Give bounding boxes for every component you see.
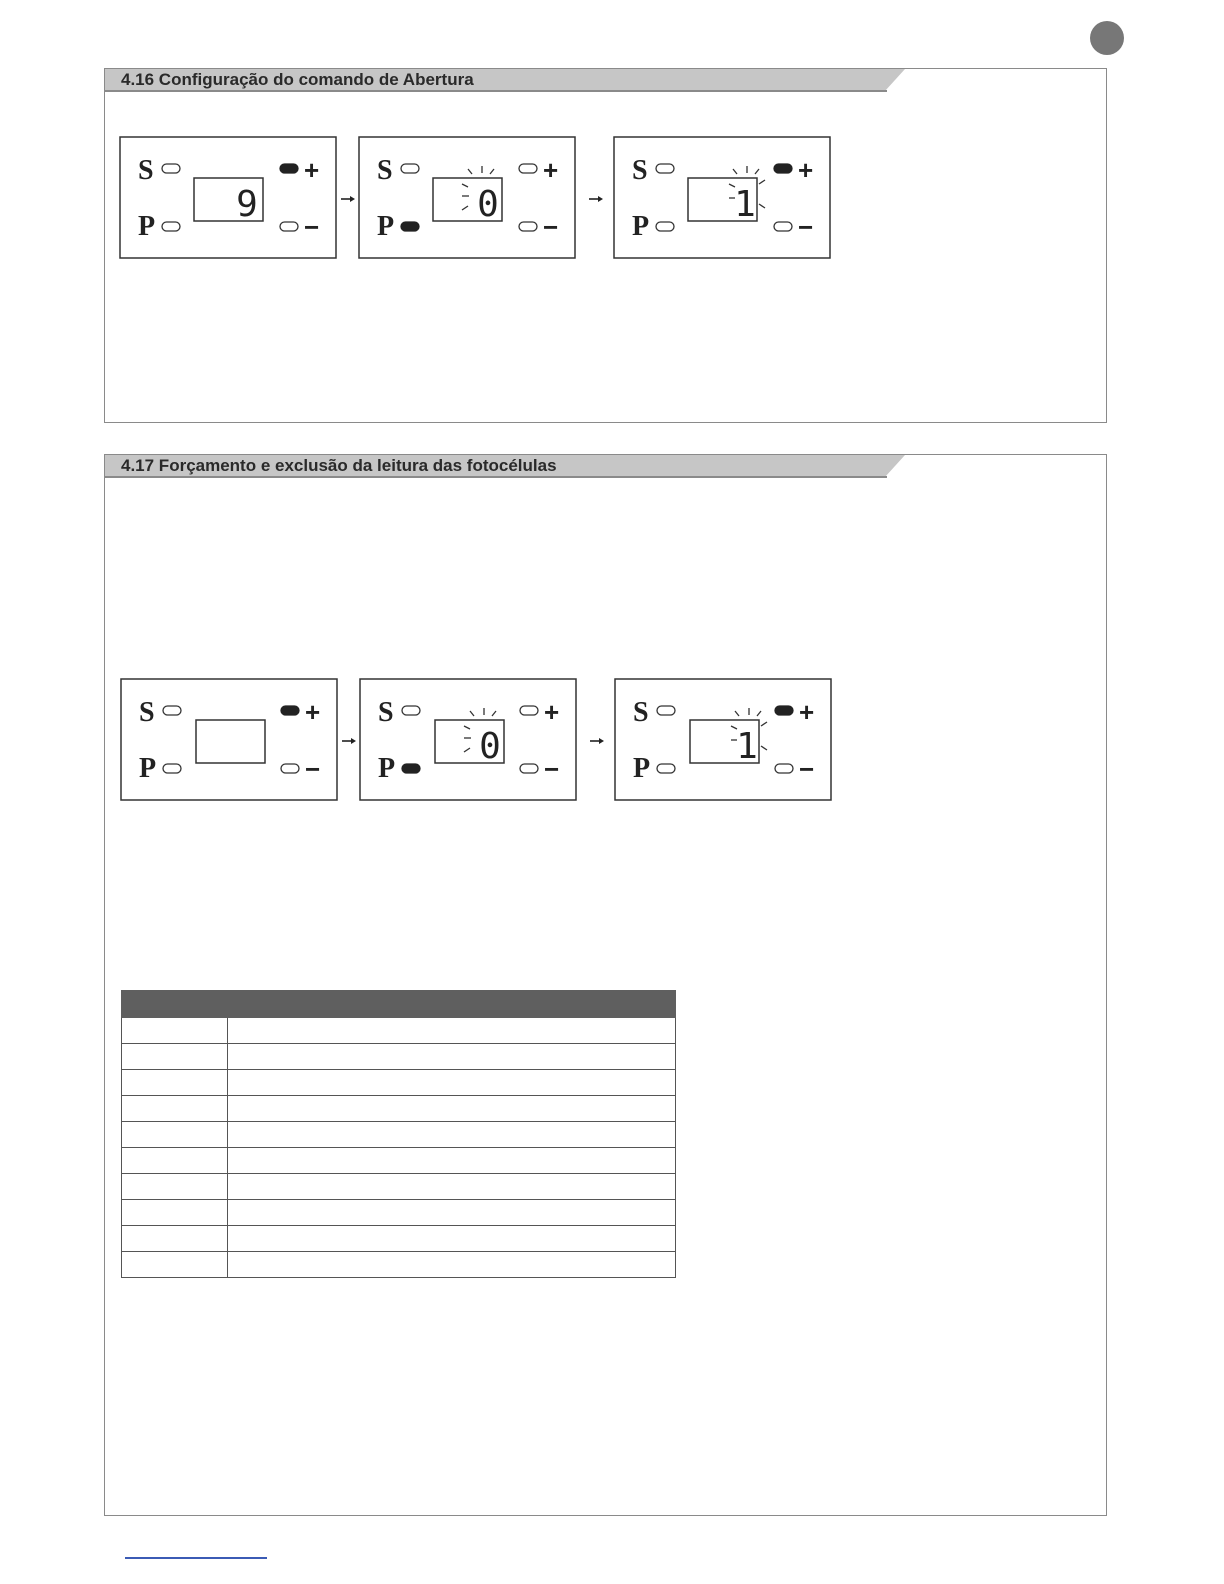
control-panel-step-2 (358, 136, 576, 259)
control-panel-step-1 (120, 678, 338, 801)
svg-text:−: − (799, 754, 815, 784)
svg-text:S: S (138, 155, 154, 186)
minus-led-icon (774, 222, 792, 231)
footer-link-line (125, 1557, 267, 1559)
svg-text:+: + (799, 697, 815, 727)
p-led-icon (656, 222, 674, 231)
control-panel-step-3 (614, 678, 832, 801)
s-led-icon (162, 164, 180, 173)
p-led-icon (163, 764, 181, 773)
svg-text:9: 9 (236, 184, 258, 225)
svg-text:S: S (632, 155, 648, 186)
minus-led-icon (775, 764, 793, 773)
table-row (122, 1096, 676, 1122)
svg-text:0: 0 (479, 726, 501, 767)
svg-text:−: − (305, 754, 321, 784)
section-title: 4.17 Forçamento e exclusão da leitura das fotocélulas (121, 456, 557, 475)
table-row (122, 1174, 676, 1200)
minus-led-icon (520, 764, 538, 773)
svg-text:1: 1 (734, 184, 756, 225)
svg-text:−: − (304, 212, 320, 242)
table-row (122, 1044, 676, 1070)
svg-text:−: − (543, 212, 559, 242)
minus-led-icon (519, 222, 537, 231)
svg-text:S: S (139, 697, 155, 728)
svg-text:+: + (543, 155, 559, 185)
plus-led-icon (280, 164, 298, 173)
svg-text:P: P (378, 753, 396, 784)
minus-led-icon (280, 222, 298, 231)
svg-text:P: P (633, 753, 651, 784)
arrow-icon (338, 191, 358, 207)
table-row (122, 1018, 676, 1044)
table-row (122, 1226, 676, 1252)
section-title: 4.16 Configuração do comando de Abertura (121, 70, 474, 89)
table-row (122, 1148, 676, 1174)
p-led-icon (162, 222, 180, 231)
table-row (122, 1252, 676, 1278)
control-panel-step-1 (119, 136, 337, 259)
svg-text:P: P (138, 211, 156, 242)
s-led-icon (657, 706, 675, 715)
svg-text:+: + (304, 155, 320, 185)
svg-text:+: + (305, 697, 321, 727)
s-led-icon (402, 706, 420, 715)
s-led-icon (163, 706, 181, 715)
svg-text:S: S (378, 697, 394, 728)
s-led-icon (401, 164, 419, 173)
svg-text:−: − (544, 754, 560, 784)
minus-led-icon (281, 764, 299, 773)
arrow-icon (587, 733, 607, 749)
plus-led-icon (774, 164, 792, 173)
svg-text:S: S (377, 155, 393, 186)
p-led-icon (657, 764, 675, 773)
plus-led-icon (520, 706, 538, 715)
plus-led-icon (775, 706, 793, 715)
plus-led-icon (281, 706, 299, 715)
svg-text:P: P (139, 753, 157, 784)
section-4-17 (104, 454, 1107, 1516)
plus-led-icon (519, 164, 537, 173)
svg-text:+: + (544, 697, 560, 727)
table-row (122, 1200, 676, 1226)
table-header-row (122, 991, 676, 1018)
control-panel-step-3 (613, 136, 831, 259)
svg-text:−: − (798, 212, 814, 242)
arrow-icon (339, 733, 359, 749)
svg-text:P: P (377, 211, 395, 242)
control-panel-step-2 (359, 678, 577, 801)
svg-text:1: 1 (736, 726, 758, 767)
svg-text:S: S (633, 697, 649, 728)
page-number-dot (1090, 21, 1124, 55)
digit-display (196, 720, 265, 763)
svg-text:+: + (798, 155, 814, 185)
table-row (122, 1122, 676, 1148)
arrow-icon (586, 191, 606, 207)
p-led-icon (401, 222, 419, 231)
table-row (122, 1070, 676, 1096)
p-led-icon (402, 764, 420, 773)
svg-text:0: 0 (477, 184, 499, 225)
svg-text:P: P (632, 211, 650, 242)
settings-table (121, 990, 676, 1278)
s-led-icon (656, 164, 674, 173)
